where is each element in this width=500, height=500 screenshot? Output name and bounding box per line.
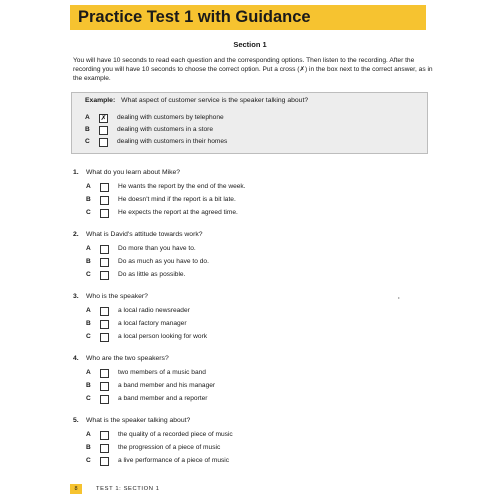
option-text: He wants the report by the end of the week. — [118, 183, 246, 190]
answer-checkbox[interactable] — [100, 457, 109, 466]
question-2 — [73, 230, 433, 290]
option-text: the progression of a piece of music — [118, 444, 221, 451]
answer-checkbox[interactable] — [100, 271, 109, 280]
answer-checkbox[interactable] — [100, 307, 109, 316]
answer-checkbox[interactable] — [100, 382, 109, 391]
option-text: a local person looking for work — [118, 333, 208, 340]
option-text: a band member and his manager — [118, 382, 216, 389]
question-number: 5. — [73, 417, 79, 424]
question-heading — [73, 230, 203, 239]
option-text: He doesn't mind if the report is a bit late. — [118, 196, 236, 203]
question-text: What do you learn about Mike? — [86, 169, 181, 176]
option-letter: C — [86, 271, 91, 278]
option-letter: A — [86, 431, 91, 438]
option-text: He expects the report at the agreed time. — [118, 209, 238, 216]
answer-checkbox[interactable] — [100, 431, 109, 440]
answer-checkbox[interactable] — [100, 183, 109, 192]
question-heading — [73, 168, 180, 177]
option-text: a local radio newsreader — [118, 307, 190, 314]
option-text: a local factory manager — [118, 320, 187, 327]
page-title: Practice Test 1 with Guidance — [78, 8, 311, 26]
option-text: dealing with customers by telephone — [117, 114, 224, 121]
question-number: 1. — [73, 169, 79, 176]
answer-checkbox[interactable] — [100, 258, 109, 267]
option-letter: B — [86, 382, 91, 389]
question-4 — [73, 354, 433, 414]
question-text: What is the speaker talking about? — [86, 417, 191, 424]
option-letter: C — [85, 138, 90, 145]
option-letter: B — [86, 444, 91, 451]
question-number: 3. — [73, 293, 79, 300]
answer-checkbox[interactable] — [100, 196, 109, 205]
answer-checkbox[interactable]: ✗ — [100, 115, 107, 122]
option-letter: A — [85, 114, 90, 121]
option-text: Do as much as you have to do. — [118, 258, 209, 265]
option-letter: B — [86, 258, 91, 265]
example-box — [71, 92, 428, 154]
answer-checkbox[interactable] — [99, 138, 108, 147]
answer-checkbox[interactable] — [100, 444, 109, 453]
option-letter: C — [86, 457, 91, 464]
question-text: Who are the two speakers? — [86, 355, 169, 362]
question-number: 2. — [73, 231, 79, 238]
option-text: two members of a music band — [118, 369, 206, 376]
section-heading: Section 1 — [233, 40, 267, 49]
option-letter: B — [86, 196, 91, 203]
question-heading — [73, 354, 169, 363]
option-text: dealing with customers in their homes — [117, 138, 228, 145]
option-letter: A — [86, 245, 91, 252]
example-question-text: What aspect of customer service is the speaker talking about? — [121, 97, 309, 104]
option-letter: C — [86, 333, 91, 340]
instructions-text: You will have 10 seconds to read each question and the corresponding options. Then listen to the recording. After the recording you will have 10 seconds to choose the correct option. Put a cross (✗) in the box next to the correct answer, as in the example. — [73, 57, 433, 82]
answer-checkbox[interactable] — [100, 395, 109, 404]
answer-checkbox[interactable] — [100, 209, 109, 218]
option-letter: C — [86, 209, 91, 216]
question-heading — [73, 416, 190, 425]
answer-checkbox[interactable] — [99, 126, 108, 135]
option-text: Do more than you have to. — [118, 245, 196, 252]
answer-checkbox[interactable] — [100, 333, 109, 342]
option-letter: A — [86, 369, 91, 376]
page-number: 8 — [70, 484, 82, 494]
title-banner — [70, 5, 426, 30]
option-text: a live performance of a piece of music — [118, 457, 230, 464]
answer-checkbox[interactable] — [100, 369, 109, 378]
answer-checkbox[interactable] — [100, 320, 109, 329]
footer-label: TEST 1: SECTION 1 — [96, 486, 160, 492]
option-text: Do as little as possible. — [118, 271, 186, 278]
option-text: dealing with customers in a store — [117, 126, 214, 133]
question-3 — [73, 292, 433, 352]
question-5 — [73, 416, 433, 476]
question-1 — [73, 168, 433, 228]
option-letter: C — [86, 395, 91, 402]
option-text: the quality of a recorded piece of music — [118, 431, 233, 438]
answer-checkbox[interactable] — [100, 245, 109, 254]
option-letter: B — [85, 126, 90, 133]
example-question — [85, 97, 308, 104]
option-letter: A — [86, 307, 91, 314]
question-text: Who is the speaker? — [86, 293, 148, 300]
option-letter: A — [86, 183, 91, 190]
example-label: Example: — [85, 97, 116, 104]
option-letter: B — [86, 320, 91, 327]
question-heading — [73, 292, 148, 301]
option-text: a band member and a reporter — [118, 395, 208, 402]
question-text: What is David's attitude towards work? — [86, 231, 203, 238]
margin-mark-icon: ▸ — [398, 295, 401, 300]
question-number: 4. — [73, 355, 79, 362]
